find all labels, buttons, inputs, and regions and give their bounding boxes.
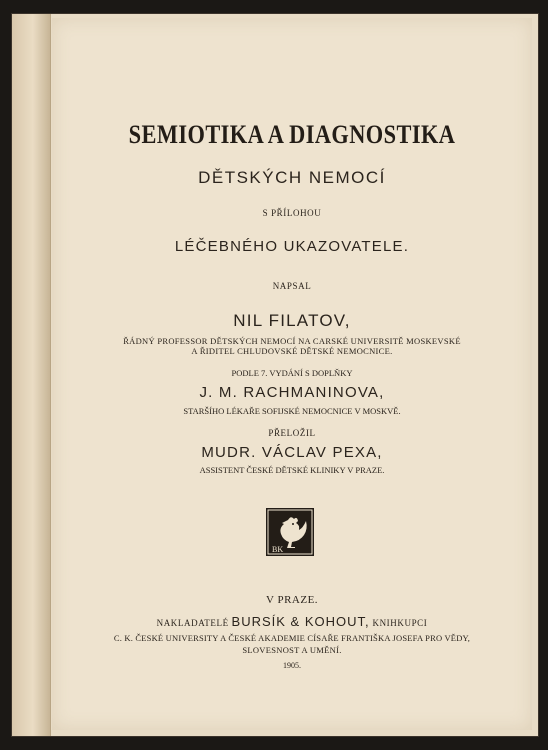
edition-note: PODLE 7. VYDÁNÍ S DOPLŇKY — [231, 368, 353, 378]
translated-label: PŘELOŽIL — [268, 428, 316, 438]
imprint-line-2: SLOVESNOST A UMĚNÍ. — [242, 645, 342, 655]
rooster-emblem-graphic — [266, 508, 314, 556]
author-credentials-line-1: ŘÁDNÝ PROFESSOR DĚTSKÝCH NEMOCÍ NA CARSKÉ UNIVERSITĚ MOSKEVSKÉ — [123, 336, 461, 346]
with-appendix-label: S PŘÍLOHOU — [262, 208, 322, 218]
translator-credentials: ASSISTENT ČESKÉ DĚTSKÉ KLINIKY V PRAZE. — [199, 465, 385, 475]
author-credentials-line-2: A ŘIDITEL CHLUDOVSKÉ DĚTSKÉ NEMOCNICE. — [191, 346, 393, 356]
translator-name: MUDR. VÁCLAV PEXA, — [201, 444, 383, 461]
imprint-line-1: C. K. ČESKÉ UNIVERSITY A ČESKÉ AKADEMIE CÍSAŘE FRANTIŠKA JOSEFA PRO VĚDY, — [113, 633, 471, 643]
publication-city: V PRAZE. — [265, 594, 319, 606]
book — [12, 14, 538, 736]
book-subtitle: DĚTSKÝCH NEMOCÍ — [198, 168, 386, 187]
publisher-prefix: NAKLADATELÉ — [156, 618, 229, 628]
editor-name: J. M. RACHMANINOVA, — [199, 384, 385, 401]
publisher-line — [52, 614, 532, 629]
publisher-suffix: KNIHKUPCI — [372, 618, 428, 628]
book-spine — [12, 14, 51, 736]
rooster-emblem-icon — [266, 508, 314, 556]
wrote-label: NAPSAL — [272, 281, 312, 291]
publication-year: 1905. — [283, 661, 301, 670]
emblem-monogram: BK — [272, 545, 284, 554]
title-page — [52, 18, 532, 730]
publisher-name: BURSÍK & KOHOUT, — [231, 614, 370, 629]
appendix-title: LÉČEBNÉHO UKAZOVATELE. — [174, 238, 410, 255]
book-title: SEMIOTIKA A DIAGNOSTIKA — [128, 120, 456, 149]
editor-credentials: STARŠÍHO LÉKAŘE SOFIJSKÉ NEMOCNICE V MOSKVĚ. — [183, 406, 401, 416]
author-name: NIL FILATOV, — [233, 311, 351, 330]
